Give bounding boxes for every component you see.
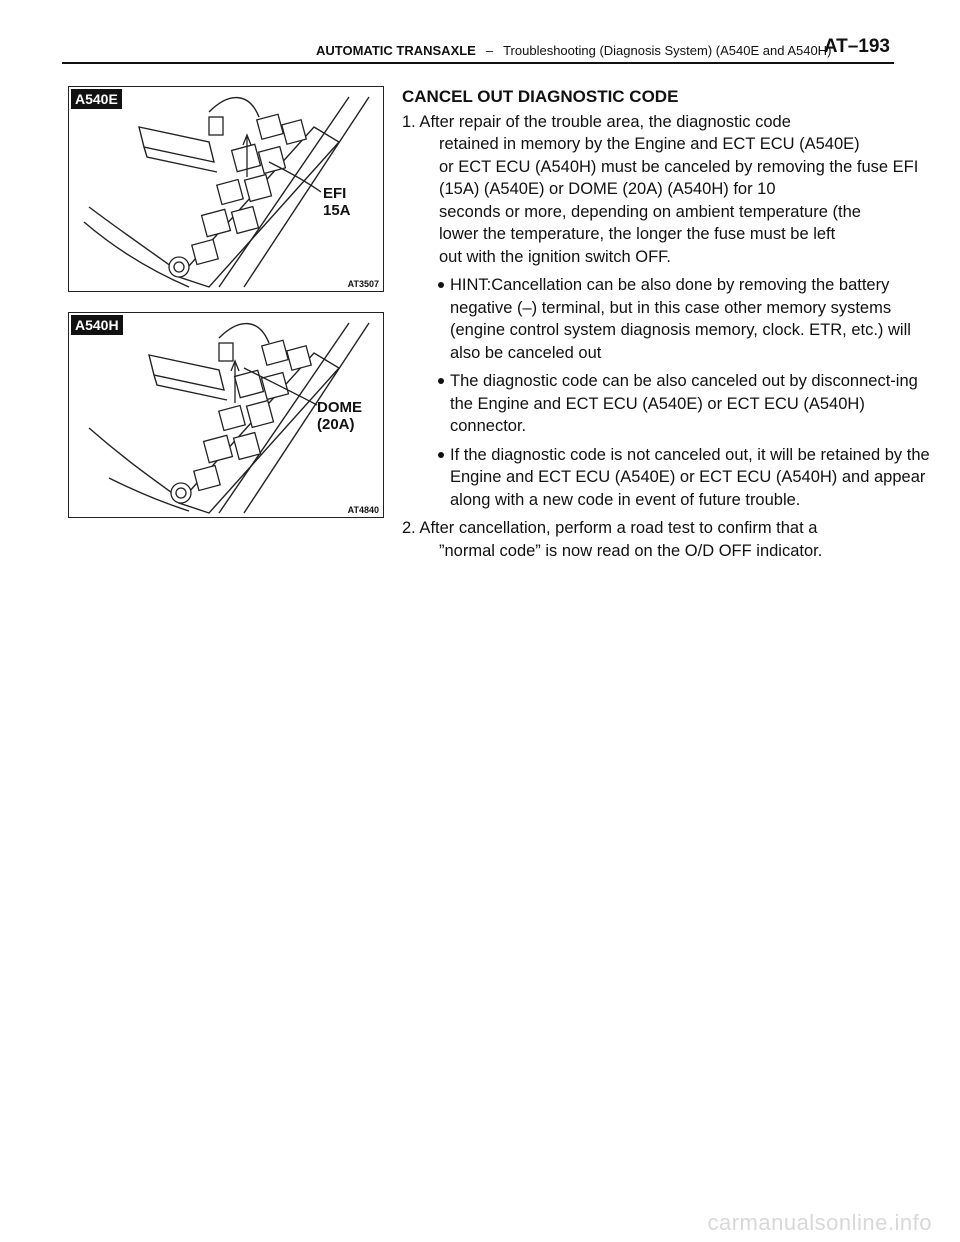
procedure-text [402, 86, 942, 562]
fuse-callout [317, 399, 362, 433]
section-heading: CANCEL OUT DIAGNOSTIC CODE [402, 87, 679, 106]
figure-a540h [68, 312, 384, 518]
page-number: AT–193 [823, 36, 890, 57]
list-item [402, 370, 942, 438]
note-text: The diagnostic code can be also canceled out by disconnect-ing the Engine and ECT ECU (A540E) or ECT ECU (A540H) connector. [450, 372, 918, 435]
step-1-line: seconds or more, depending on ambient temperature (the [439, 202, 861, 221]
fuse-callout-rating: (20A) [317, 416, 355, 433]
step-1-line: out with the ignition switch OFF. [439, 247, 672, 266]
step-1-line: or ECT ECU (A540H) must be canceled by removing the fuse EFI [439, 157, 919, 176]
figure-label: A540E [71, 89, 122, 109]
page-header [62, 22, 894, 64]
step-1-first-line: 1. After repair of the trouble area, the diagnostic code [402, 112, 791, 131]
bullet-icon [438, 378, 444, 384]
watermark: carmanualsonline.info [707, 1210, 932, 1235]
header-subtitle: Troubleshooting (Diagnosis System) (A540E and A540H) [503, 43, 832, 58]
step-1 [402, 111, 942, 269]
list-item [402, 274, 942, 364]
step-2-first-line: 2. After cancellation, perform a road test to confirm that a [402, 519, 818, 537]
fuse-callout-rating: 15A [323, 202, 351, 219]
fuse-callout-name: EFI [323, 185, 347, 202]
header-section: AUTOMATIC TRANSAXLE [316, 43, 476, 58]
note-list [402, 274, 942, 511]
note-text: If the diagnostic code is not canceled out, it will be retained by the Engine and ECT ECU (A540E) or ECT ECU (A540H) and appear along with a new code in event of future trouble. [450, 445, 930, 509]
step-1-line: lower the temperature, the longer the fuse must be left [439, 225, 836, 243]
bullet-icon [438, 452, 444, 458]
figure-code: AT3507 [347, 279, 379, 289]
list-item [402, 444, 942, 512]
step-2 [402, 517, 942, 562]
header-title [316, 43, 831, 58]
note-text: HINT:Cancellation can be also done by removing the battery negative (–) terminal, but in this case other memory systems (engine control system diagnosis memory, clock. ETR, etc.) will also be canceled out [450, 276, 911, 362]
step-2-line: ”normal code” is now read on the O/D OFF indicator. [439, 541, 823, 560]
fuse-callout-name: DOME [317, 399, 362, 416]
bullet-icon [438, 282, 444, 288]
step-1-line: retained in memory by the Engine and ECT ECU (A540E) [439, 135, 860, 153]
step-1-line: (15A) (A540E) or DOME (20A) (A540H) for 10 [439, 180, 776, 198]
figure-label: A540H [71, 315, 123, 335]
figure-code: AT4840 [347, 505, 379, 515]
header-separator: – [485, 43, 494, 58]
fuse-callout [323, 185, 351, 219]
figure-a540e [68, 86, 384, 292]
